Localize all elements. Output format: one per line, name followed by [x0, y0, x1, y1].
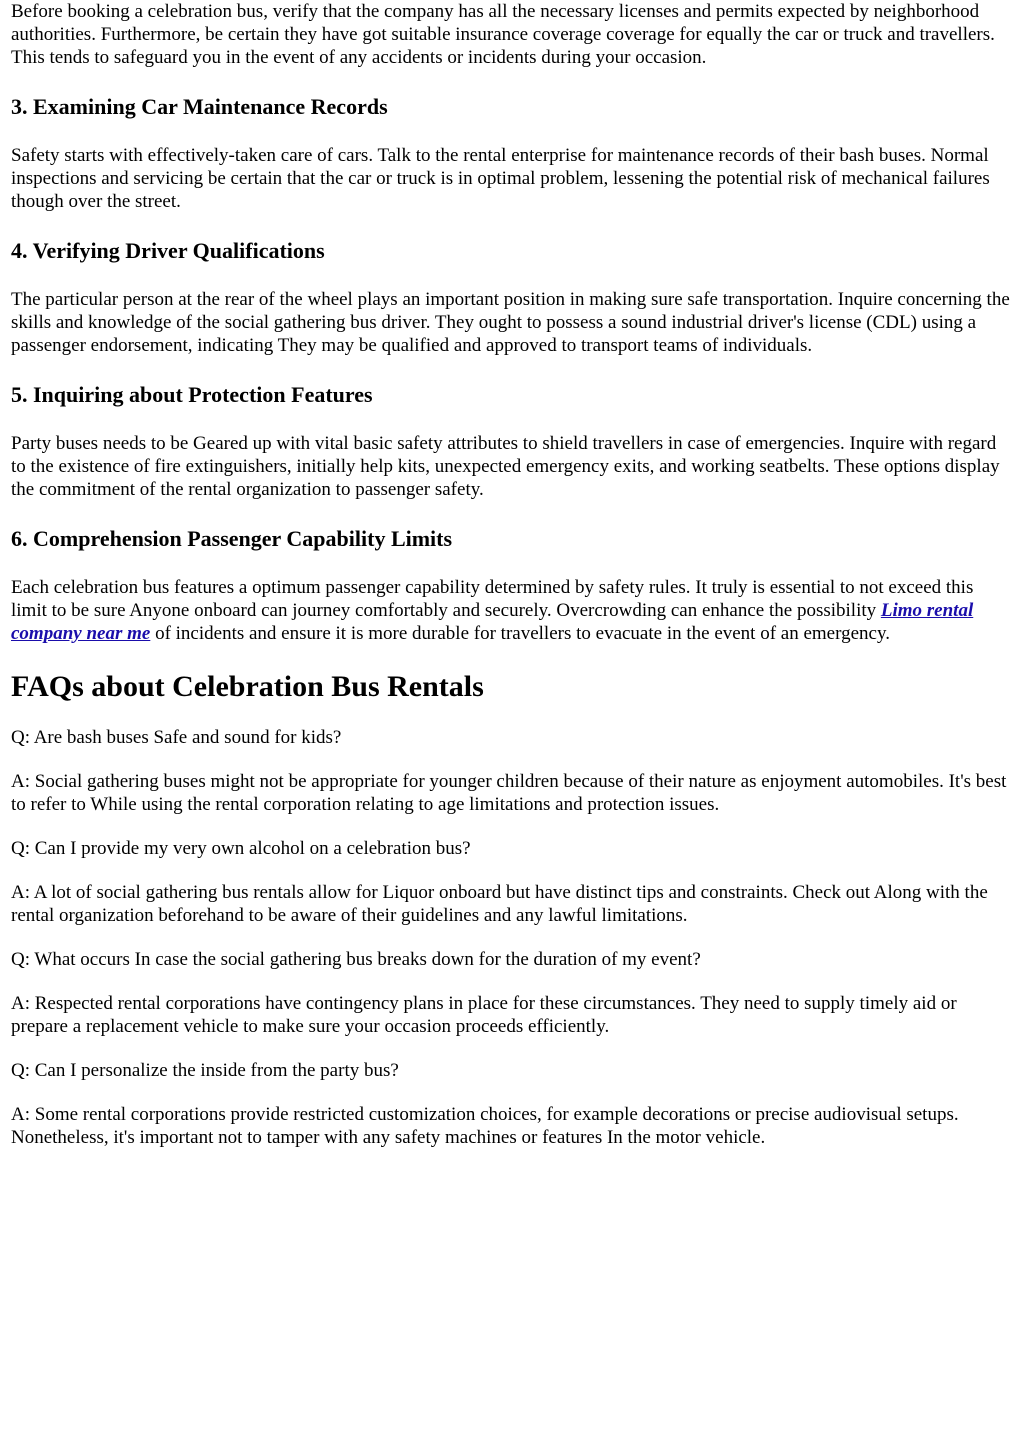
faq-answer: A: A lot of social gathering bus rentals allow for Liquor onboard but have distinct tips and constraints. Check out Along with the rental organization beforehand to be aware of their guidelines and any lawful limitations.	[11, 882, 988, 926]
section-body-driver: The particular person at the rear of the wheel plays an important position in making sure safe transportation. Inquire concerning the skills and knowledge of the social gathering bus driver. They ought to possess a sound industrial driver's license (CDL) using a passenger endorsement, indicating They may be qualified and approved to transport teams of individuals.	[11, 289, 1010, 356]
section-body-protection: Party buses needs to be Geared up with vital basic safety attributes to shield travellers in case of emergencies. Inquire with regard to the existence of fire extinguishers, initially help kits, unexpected emergency exits, and working seatbelts. These options display the commitment of the rental organization to passenger safety.	[11, 433, 1000, 500]
capability-text-after: of incidents and ensure it is more durable for travellers to evacuate in the event of an emergency.	[150, 623, 890, 644]
faq-answer: A: Some rental corporations provide restricted customization choices, for example decorations or precise audiovisual setups. Nonetheless, it's important not to tamper with any safety machines or features In the motor vehicle.	[11, 1104, 959, 1148]
faq-heading: FAQs about Celebration Bus Rentals	[11, 670, 484, 703]
section-heading-protection: 5. Inquiring about Protection Features	[11, 382, 373, 407]
faq-question: Q: Can I provide my very own alcohol on a celebration bus?	[11, 838, 471, 859]
section-body-capability	[11, 576, 1013, 645]
faq-question: Q: What occurs In case the social gathering bus breaks down for the duration of my event?	[11, 949, 701, 970]
section-heading-driver: 4. Verifying Driver Qualifications	[11, 238, 325, 263]
faq-question: Q: Are bash buses Safe and sound for kids?	[11, 727, 342, 748]
intro-paragraph: Before booking a celebration bus, verify that the company has all the necessary licenses and permits expected by neighborhood authorities. Furthermore, be certain they have got suitable insurance coverage coverage for equally the car or truck and travellers. This tends to safeguard you in the event of any accidents or incidents during your occasion.	[11, 1, 995, 68]
section-body-maintenance: Safety starts with effectively-taken care of cars. Talk to the rental enterprise for maintenance records of their bash buses. Normal inspections and servicing be certain that the car or truck is in optimal problem, lessening the potential risk of mechanical failures though over the street.	[11, 145, 990, 212]
faq-answer: A: Respected rental corporations have contingency plans in place for these circumstances. They need to supply timely aid or prepare a replacement vehicle to make sure your occasion proceeds efficiently.	[11, 993, 957, 1037]
section-heading-capability: 6. Comprehension Passenger Capability Limits	[11, 526, 453, 551]
capability-text-before: Each celebration bus features a optimum passenger capability determined by safety rules. It truly is essential to not exceed this limit to be sure Anyone onboard can journey comfortably and securely. Overcrowding can enhance the possibility	[11, 577, 974, 621]
limo-rental-link[interactable]: Limo rental company near me	[11, 600, 974, 644]
section-heading-maintenance: 3. Examining Car Maintenance Records	[11, 94, 388, 119]
faq-answer: A: Social gathering buses might not be appropriate for younger children because of their nature as enjoyment automobiles. It's best to refer to While using the rental corporation relating to age limitations and protection issues.	[11, 771, 1007, 815]
faq-question: Q: Can I personalize the inside from the party bus?	[11, 1060, 399, 1081]
